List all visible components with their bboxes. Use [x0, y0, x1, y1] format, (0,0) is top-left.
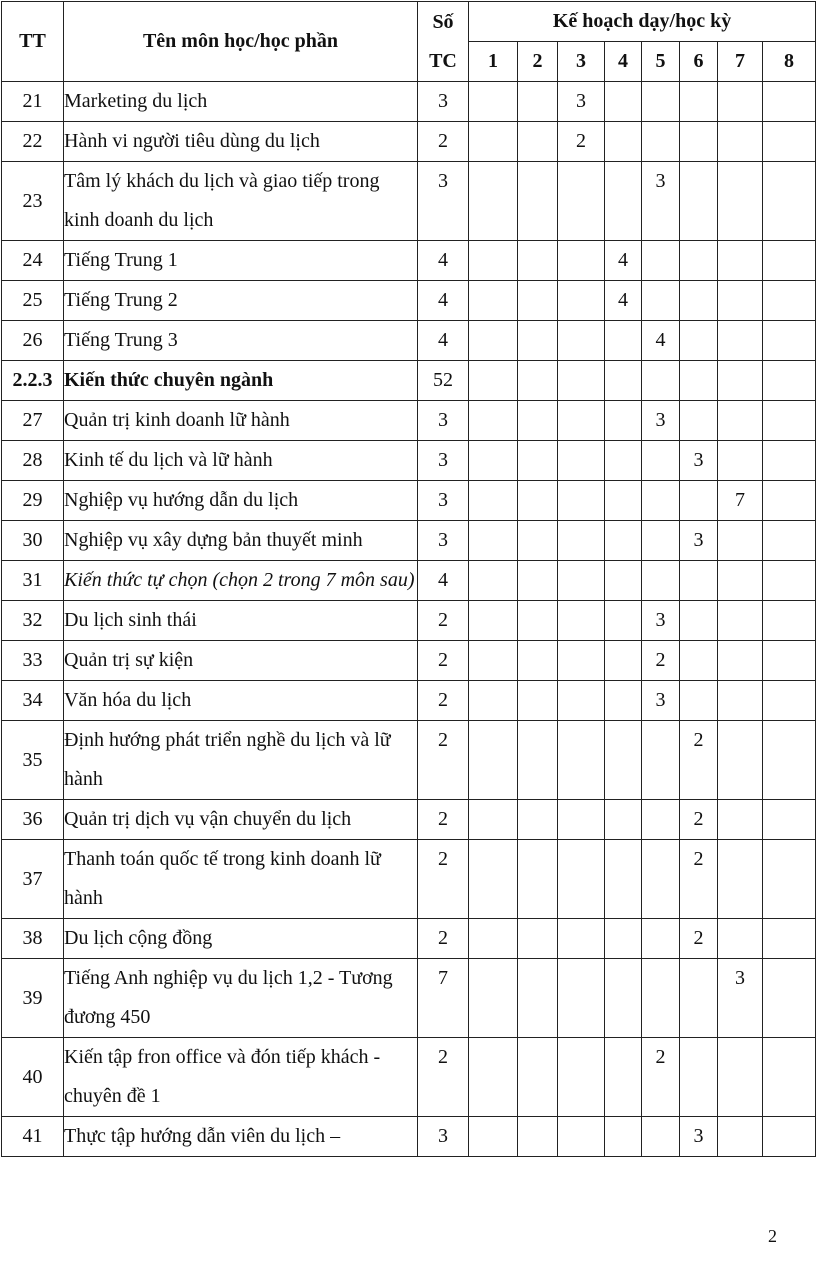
row-semester-8 [763, 1038, 816, 1117]
page-number: 2 [768, 1226, 777, 1246]
table-row [2, 82, 816, 122]
row-semester-8 [763, 401, 816, 441]
row-tt: 39 [2, 959, 64, 1038]
row-semester-8 [763, 641, 816, 681]
row-credits: 52 [418, 361, 469, 401]
row-semester-7 [718, 721, 763, 800]
row-semester-4 [605, 82, 642, 122]
row-tt: 25 [2, 281, 64, 321]
row-semester-3: 3 [558, 82, 605, 122]
row-semester-3 [558, 561, 605, 601]
row-credits: 3 [418, 441, 469, 481]
row-credits: 2 [418, 800, 469, 840]
row-semester-1 [469, 361, 518, 401]
row-semester-3 [558, 959, 605, 1038]
row-semester-8 [763, 281, 816, 321]
row-semester-8 [763, 681, 816, 721]
row-semester-4 [605, 601, 642, 641]
row-semester-8 [763, 1117, 816, 1157]
row-tt: 31 [2, 561, 64, 601]
row-semester-8 [763, 919, 816, 959]
table-row [2, 1117, 816, 1157]
row-semester-3 [558, 919, 605, 959]
row-tt: 23 [2, 162, 64, 241]
row-semester-8 [763, 162, 816, 241]
row-tt: 38 [2, 919, 64, 959]
row-semester-8 [763, 481, 816, 521]
row-semester-6 [680, 481, 718, 521]
row-course-name: Du lịch sinh thái [64, 601, 418, 641]
row-semester-2 [518, 521, 558, 561]
row-semester-7 [718, 919, 763, 959]
row-semester-7: 3 [718, 959, 763, 1038]
row-semester-6: 3 [680, 441, 718, 481]
row-semester-1 [469, 441, 518, 481]
row-course-name: Tâm lý khách du lịch và giao tiếp trong kinh doanh du lịch [64, 162, 418, 241]
row-semester-5 [642, 521, 680, 561]
row-semester-2 [518, 601, 558, 641]
row-semester-7 [718, 800, 763, 840]
row-semester-1 [469, 721, 518, 800]
row-semester-1 [469, 1038, 518, 1117]
row-semester-8 [763, 241, 816, 281]
row-credits: 2 [418, 919, 469, 959]
table-row [2, 641, 816, 681]
row-semester-4 [605, 401, 642, 441]
row-semester-4 [605, 959, 642, 1038]
row-semester-2 [518, 162, 558, 241]
row-semester-2 [518, 721, 558, 800]
row-semester-3 [558, 800, 605, 840]
row-credits: 2 [418, 601, 469, 641]
row-semester-2 [518, 1117, 558, 1157]
row-semester-7 [718, 401, 763, 441]
row-course-name: Tiếng Anh nghiệp vụ du lịch 1,2 - Tương đương 450 [64, 959, 418, 1038]
table-row [2, 122, 816, 162]
row-semester-5 [642, 441, 680, 481]
table-row [2, 481, 816, 521]
row-semester-7 [718, 601, 763, 641]
row-credits: 3 [418, 481, 469, 521]
row-semester-8 [763, 561, 816, 601]
row-semester-4 [605, 721, 642, 800]
row-credits: 3 [418, 162, 469, 241]
row-semester-2 [518, 959, 558, 1038]
row-semester-8 [763, 441, 816, 481]
table-row [2, 840, 816, 919]
row-credits: 2 [418, 1038, 469, 1117]
row-tt: 26 [2, 321, 64, 361]
row-semester-4 [605, 840, 642, 919]
row-credits: 3 [418, 401, 469, 441]
row-semester-3 [558, 361, 605, 401]
row-semester-1 [469, 681, 518, 721]
row-tt: 35 [2, 721, 64, 800]
row-semester-3 [558, 281, 605, 321]
row-semester-3 [558, 840, 605, 919]
row-semester-7 [718, 840, 763, 919]
row-semester-4: 4 [605, 281, 642, 321]
row-semester-2 [518, 561, 558, 601]
row-semester-1 [469, 1117, 518, 1157]
row-semester-8 [763, 601, 816, 641]
header-course-name: Tên môn học/học phần [64, 2, 418, 82]
row-course-name: Tiếng Trung 2 [64, 281, 418, 321]
row-semester-6: 2 [680, 840, 718, 919]
row-semester-3 [558, 162, 605, 241]
row-semester-6: 2 [680, 919, 718, 959]
row-semester-7 [718, 681, 763, 721]
row-semester-6 [680, 681, 718, 721]
row-credits: 2 [418, 721, 469, 800]
row-semester-5 [642, 241, 680, 281]
header-semester-7: 7 [718, 42, 763, 82]
row-semester-5 [642, 959, 680, 1038]
row-semester-5: 2 [642, 1038, 680, 1117]
row-tt: 22 [2, 122, 64, 162]
row-semester-1 [469, 919, 518, 959]
row-semester-8 [763, 361, 816, 401]
row-semester-1 [469, 561, 518, 601]
row-semester-4 [605, 521, 642, 561]
row-semester-1 [469, 521, 518, 561]
row-semester-8 [763, 521, 816, 561]
table-row [2, 281, 816, 321]
row-semester-7 [718, 162, 763, 241]
header-semester-4: 4 [605, 42, 642, 82]
row-semester-4 [605, 1038, 642, 1117]
row-course-name: Định hướng phát triển nghề du lịch và lữ hành [64, 721, 418, 800]
row-semester-1 [469, 281, 518, 321]
table-row [2, 162, 816, 241]
row-semester-3 [558, 481, 605, 521]
row-semester-2 [518, 800, 558, 840]
row-semester-2 [518, 82, 558, 122]
row-semester-6 [680, 641, 718, 681]
row-course-name: Kiến thức tự chọn (chọn 2 trong 7 môn sau) [64, 561, 418, 601]
row-semester-4 [605, 1117, 642, 1157]
row-semester-6 [680, 601, 718, 641]
row-semester-8 [763, 959, 816, 1038]
row-semester-4 [605, 361, 642, 401]
row-semester-3 [558, 641, 605, 681]
row-semester-5: 3 [642, 162, 680, 241]
row-credits: 2 [418, 840, 469, 919]
row-semester-5 [642, 82, 680, 122]
row-semester-7 [718, 561, 763, 601]
row-semester-7 [718, 1117, 763, 1157]
row-semester-5 [642, 1117, 680, 1157]
row-semester-2 [518, 919, 558, 959]
row-credits: 4 [418, 561, 469, 601]
row-credits: 4 [418, 321, 469, 361]
row-tt: 33 [2, 641, 64, 681]
row-semester-5: 4 [642, 321, 680, 361]
row-semester-3 [558, 401, 605, 441]
row-semester-3 [558, 1117, 605, 1157]
row-course-name: Tiếng Trung 1 [64, 241, 418, 281]
row-tt: 28 [2, 441, 64, 481]
row-semester-1 [469, 122, 518, 162]
table-row [2, 561, 816, 601]
row-semester-6 [680, 122, 718, 162]
row-semester-7 [718, 321, 763, 361]
row-tt: 34 [2, 681, 64, 721]
row-credits: 2 [418, 641, 469, 681]
row-semester-4 [605, 122, 642, 162]
row-semester-4 [605, 641, 642, 681]
row-semester-6: 2 [680, 721, 718, 800]
table-row [2, 361, 816, 401]
table-row [2, 321, 816, 361]
row-semester-3 [558, 241, 605, 281]
table-row [2, 241, 816, 281]
row-semester-1 [469, 162, 518, 241]
header-semester-5: 5 [642, 42, 680, 82]
row-tt: 21 [2, 82, 64, 122]
row-credits: 2 [418, 681, 469, 721]
row-semester-7 [718, 122, 763, 162]
row-course-name: Tiếng Trung 3 [64, 321, 418, 361]
row-tt: 40 [2, 1038, 64, 1117]
header-semester-2: 2 [518, 42, 558, 82]
row-semester-1 [469, 241, 518, 281]
row-semester-7 [718, 281, 763, 321]
row-tt: 29 [2, 481, 64, 521]
row-semester-1 [469, 321, 518, 361]
row-semester-8 [763, 800, 816, 840]
header-semester-1: 1 [469, 42, 518, 82]
row-semester-4: 4 [605, 241, 642, 281]
row-semester-2 [518, 321, 558, 361]
row-tt: 30 [2, 521, 64, 561]
row-semester-4 [605, 561, 642, 601]
row-semester-7 [718, 241, 763, 281]
row-semester-2 [518, 401, 558, 441]
table-row [2, 401, 816, 441]
row-semester-1 [469, 641, 518, 681]
row-semester-3 [558, 1038, 605, 1117]
row-semester-3 [558, 321, 605, 361]
row-semester-5 [642, 800, 680, 840]
table-row [2, 1038, 816, 1117]
row-credits: 4 [418, 241, 469, 281]
row-semester-1 [469, 800, 518, 840]
row-semester-8 [763, 82, 816, 122]
row-semester-6: 3 [680, 521, 718, 561]
row-semester-2 [518, 281, 558, 321]
row-credits: 4 [418, 281, 469, 321]
row-semester-2 [518, 681, 558, 721]
table-row [2, 721, 816, 800]
row-semester-3 [558, 721, 605, 800]
row-semester-2 [518, 641, 558, 681]
row-semester-5 [642, 721, 680, 800]
row-semester-4 [605, 441, 642, 481]
row-course-name: Thanh toán quốc tế trong kinh doanh lữ hành [64, 840, 418, 919]
row-semester-5: 3 [642, 681, 680, 721]
table-row [2, 959, 816, 1038]
row-semester-6 [680, 82, 718, 122]
row-course-name: Nghiệp vụ hướng dẫn du lịch [64, 481, 418, 521]
header-credits [418, 2, 469, 82]
row-course-name: Quản trị sự kiện [64, 641, 418, 681]
header-tt: TT [2, 2, 64, 82]
row-semester-8 [763, 122, 816, 162]
row-semester-5: 3 [642, 401, 680, 441]
row-course-name: Hành vi người tiêu dùng du lịch [64, 122, 418, 162]
row-course-name: Kiến tập fron office và đón tiếp khách - chuyên đề 1 [64, 1038, 418, 1117]
table-row [2, 441, 816, 481]
header-semester-6: 6 [680, 42, 718, 82]
row-semester-7 [718, 441, 763, 481]
header-semester-8: 8 [763, 42, 816, 82]
row-semester-7 [718, 641, 763, 681]
row-semester-6 [680, 281, 718, 321]
row-course-name: Nghiệp vụ xây dựng bản thuyết minh [64, 521, 418, 561]
row-semester-3 [558, 441, 605, 481]
row-semester-8 [763, 721, 816, 800]
row-semester-5 [642, 561, 680, 601]
row-semester-1 [469, 959, 518, 1038]
row-semester-5: 2 [642, 641, 680, 681]
row-semester-5 [642, 919, 680, 959]
row-semester-5: 3 [642, 601, 680, 641]
row-semester-3 [558, 681, 605, 721]
row-semester-6 [680, 1038, 718, 1117]
table-body [2, 82, 816, 1157]
row-semester-4 [605, 919, 642, 959]
row-semester-6 [680, 959, 718, 1038]
row-credits: 7 [418, 959, 469, 1038]
row-semester-6 [680, 162, 718, 241]
row-semester-7 [718, 82, 763, 122]
row-tt: 32 [2, 601, 64, 641]
table-row [2, 601, 816, 641]
row-credits: 3 [418, 1117, 469, 1157]
row-semester-8 [763, 321, 816, 361]
header-credits-line1: Số [432, 10, 454, 33]
header-semester-plan: Kế hoạch dạy/học kỳ [469, 2, 816, 42]
row-semester-6: 2 [680, 800, 718, 840]
row-course-name: Du lịch cộng đồng [64, 919, 418, 959]
row-semester-1 [469, 481, 518, 521]
row-semester-6 [680, 401, 718, 441]
row-semester-6 [680, 561, 718, 601]
row-semester-4 [605, 321, 642, 361]
row-semester-1 [469, 401, 518, 441]
table-row [2, 681, 816, 721]
row-course-name: Thực tập hướng dẫn viên du lịch – [64, 1117, 418, 1157]
row-semester-7: 7 [718, 481, 763, 521]
row-semester-3: 2 [558, 122, 605, 162]
row-semester-6: 3 [680, 1117, 718, 1157]
table-row [2, 800, 816, 840]
row-semester-1 [469, 82, 518, 122]
row-credits: 3 [418, 82, 469, 122]
row-semester-5 [642, 122, 680, 162]
row-semester-2 [518, 840, 558, 919]
row-tt: 27 [2, 401, 64, 441]
row-course-name: Marketing du lịch [64, 82, 418, 122]
row-semester-8 [763, 840, 816, 919]
row-semester-5 [642, 840, 680, 919]
row-course-name: Quản trị dịch vụ vận chuyển du lịch [64, 800, 418, 840]
row-tt: 41 [2, 1117, 64, 1157]
row-semester-4 [605, 800, 642, 840]
row-semester-3 [558, 601, 605, 641]
row-semester-5 [642, 361, 680, 401]
row-semester-5 [642, 481, 680, 521]
header-credits-line2: TC [429, 49, 457, 72]
row-semester-4 [605, 681, 642, 721]
row-tt: 2.2.3 [2, 361, 64, 401]
row-semester-6 [680, 361, 718, 401]
row-semester-5 [642, 281, 680, 321]
row-credits: 2 [418, 122, 469, 162]
row-course-name: Kinh tế du lịch và lữ hành [64, 441, 418, 481]
row-course-name: Quản trị kinh doanh lữ hành [64, 401, 418, 441]
row-semester-2 [518, 241, 558, 281]
row-tt: 36 [2, 800, 64, 840]
row-semester-7 [718, 361, 763, 401]
row-course-name: Văn hóa du lịch [64, 681, 418, 721]
row-semester-1 [469, 601, 518, 641]
row-semester-2 [518, 1038, 558, 1117]
row-semester-2 [518, 122, 558, 162]
row-semester-1 [469, 840, 518, 919]
header-semester-3: 3 [558, 42, 605, 82]
row-semester-2 [518, 361, 558, 401]
row-semester-4 [605, 162, 642, 241]
row-semester-6 [680, 321, 718, 361]
row-semester-7 [718, 1038, 763, 1117]
curriculum-table [1, 1, 816, 1157]
row-semester-7 [718, 521, 763, 561]
row-semester-2 [518, 481, 558, 521]
row-course-name: Kiến thức chuyên ngành [64, 361, 418, 401]
table-row [2, 919, 816, 959]
row-semester-3 [558, 521, 605, 561]
row-semester-6 [680, 241, 718, 281]
row-tt: 24 [2, 241, 64, 281]
row-semester-4 [605, 481, 642, 521]
table-row [2, 521, 816, 561]
table-header [2, 2, 816, 82]
row-tt: 37 [2, 840, 64, 919]
row-credits: 3 [418, 521, 469, 561]
row-semester-2 [518, 441, 558, 481]
